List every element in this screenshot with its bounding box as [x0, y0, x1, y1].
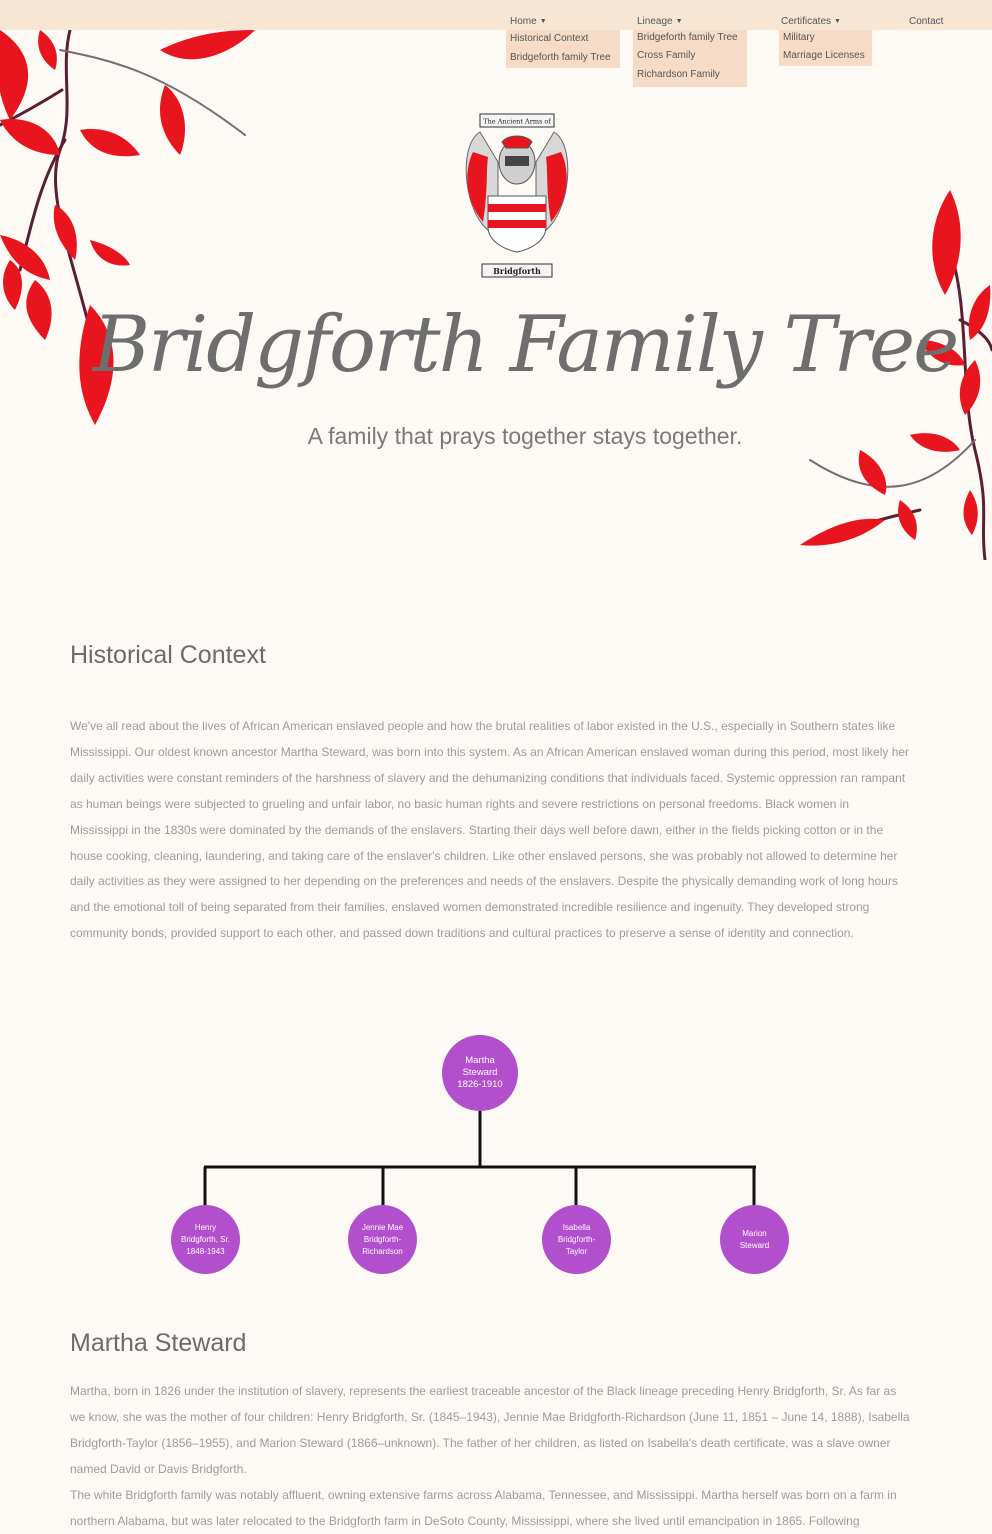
historical-context-paragraph: We've all read about the lives of African American enslaved people and how the brutal realities of labor existed in the U.S., especially in Southern states like Mississippi. Our oldest known ancestor Martha Steward, was born into this system. As an African American enslaved woman during this period, most likely her daily activities were constant reminders of the harshness of slavery and the dehumanizing conditions that individuals faced. Systemic oppression ran rampant as human beings were subjected to grueling and unfair labor, no basic human rights and severe restrictions on personal freedoms. Black women in Mississippi in the 1830s were dominated by the demands of the enslavers. Starting their days well before dawn, either in the fields picking cotton or in the house cooking, cleaning, laundering, and taking care of the enslaver's children. Like other enslaved persons, she was probably not allowed to determine her daily activities as they were assigned to her depending on the preferences and needs of the enslavers. Despite the physically demanding work of long hours and the emotional toll of being separated from their families, enslaved women demonstrated incredible resilience and ingenuity. They developed strong community bonds, provided support to each other, and passed down traditions and cultural practices to preserve a sense of identity and connection.	[70, 719, 910, 941]
node-line: 1848-1943	[186, 1246, 225, 1256]
chevron-down-icon: ▼	[834, 18, 841, 25]
top-nav-bar	[0, 0, 992, 30]
crest-top-banner: The Ancient Arms of	[483, 117, 551, 126]
node-line: Taylor	[565, 1246, 588, 1256]
certificates-submenu	[779, 30, 872, 66]
node-line: Bridgforth-	[363, 1234, 402, 1244]
martha-steward-text	[70, 1379, 910, 1534]
page-title: Bridgforth Family Tree	[92, 300, 958, 390]
page-subtitle: A family that prays together stays together.	[307, 423, 743, 449]
submenu-item-cross-family[interactable]: Cross Family	[637, 50, 696, 61]
tree-node-jennie-mae[interactable]	[348, 1205, 417, 1274]
nav-certificates-label: Certificates	[781, 16, 832, 27]
node-line: Marion	[742, 1228, 767, 1238]
chevron-down-icon: ▼	[675, 18, 683, 25]
node-line: Richardson	[362, 1246, 403, 1256]
nav-lineage-label: Lineage	[637, 16, 673, 27]
submenu-item-richardson-family[interactable]: Richardson Family	[637, 69, 720, 80]
martha-steward-heading: Martha Steward	[70, 1328, 247, 1357]
node-line: Jennie Mae	[361, 1222, 404, 1232]
node-line: Steward	[462, 1067, 498, 1078]
node-line: Isabella	[562, 1222, 591, 1232]
node-line: 1826-1910	[457, 1079, 503, 1090]
submenu-item-marriage-licenses[interactable]: Marriage Licenses	[783, 50, 865, 61]
nav-home[interactable]	[510, 16, 547, 27]
submenu-item-bridgeforth-family-tree[interactable]: Bridgeforth family Tree	[510, 52, 611, 63]
nav-lineage[interactable]	[637, 16, 683, 27]
node-line: Bridgforth, Sr.	[181, 1234, 230, 1244]
submenu-item-historical-context[interactable]: Historical Context	[510, 33, 589, 44]
chevron-down-icon: ▼	[539, 18, 547, 25]
submenu-item-bridgeforth-family-tree[interactable]: Bridgeforth family Tree	[637, 32, 738, 43]
crest-bottom-banner: Bridgforth	[493, 266, 541, 276]
submenu-item-military[interactable]: Military	[783, 32, 815, 43]
node-line: Martha	[465, 1055, 495, 1066]
home-submenu	[506, 30, 620, 68]
historical-context-heading: Historical Context	[70, 640, 266, 669]
nav-certificates[interactable]	[781, 16, 841, 27]
nav-contact-label: Contact	[909, 16, 944, 27]
nav-home-label: Home	[510, 16, 537, 27]
coat-of-arms-icon	[458, 112, 576, 280]
nav-contact[interactable]	[909, 16, 943, 27]
tree-node-isabella[interactable]	[542, 1205, 611, 1274]
martha-paragraph-1: Martha, born in 1826 under the institution of slavery, represents the earliest traceable ancestor of the Black lineage preceding Henry Bridgforth, Sr. As far as we know, she was the mother of four children: Henry Bridgforth, Sr. (1845–1943), Jennie Mae Bridgforth-Richardson (June 11, 1851 – June 14, 1888), Isabella Bridgforth-Taylor (1856–1955), and Marion Steward (1866–unknown). The father of her children, as listed on Isabella's death certificate, was a slave owner named David or Davis Bridgforth.	[70, 1384, 910, 1476]
family-tree-diagram	[0, 1030, 992, 1290]
lineage-submenu	[633, 30, 747, 87]
tree-node-henry-bridgforth[interactable]	[171, 1205, 240, 1274]
tree-node-martha-steward[interactable]	[442, 1035, 518, 1111]
tree-node-marion-steward[interactable]	[720, 1205, 789, 1274]
node-line: Steward	[739, 1240, 770, 1250]
node-line: Bridgforth-	[557, 1234, 596, 1244]
historical-context-text	[70, 714, 910, 947]
node-line: Henry	[194, 1222, 217, 1232]
martha-paragraph-2: The white Bridgforth family was notably affluent, owning extensive farms across Alabama, Tennessee, and Mississippi. Martha herself was born on a farm in northern Alabama, but was later relocated to the Bridgforth farm in DeSoto County, Mississippi, where she lived until emancipation in 1865. Following	[70, 1487, 897, 1528]
